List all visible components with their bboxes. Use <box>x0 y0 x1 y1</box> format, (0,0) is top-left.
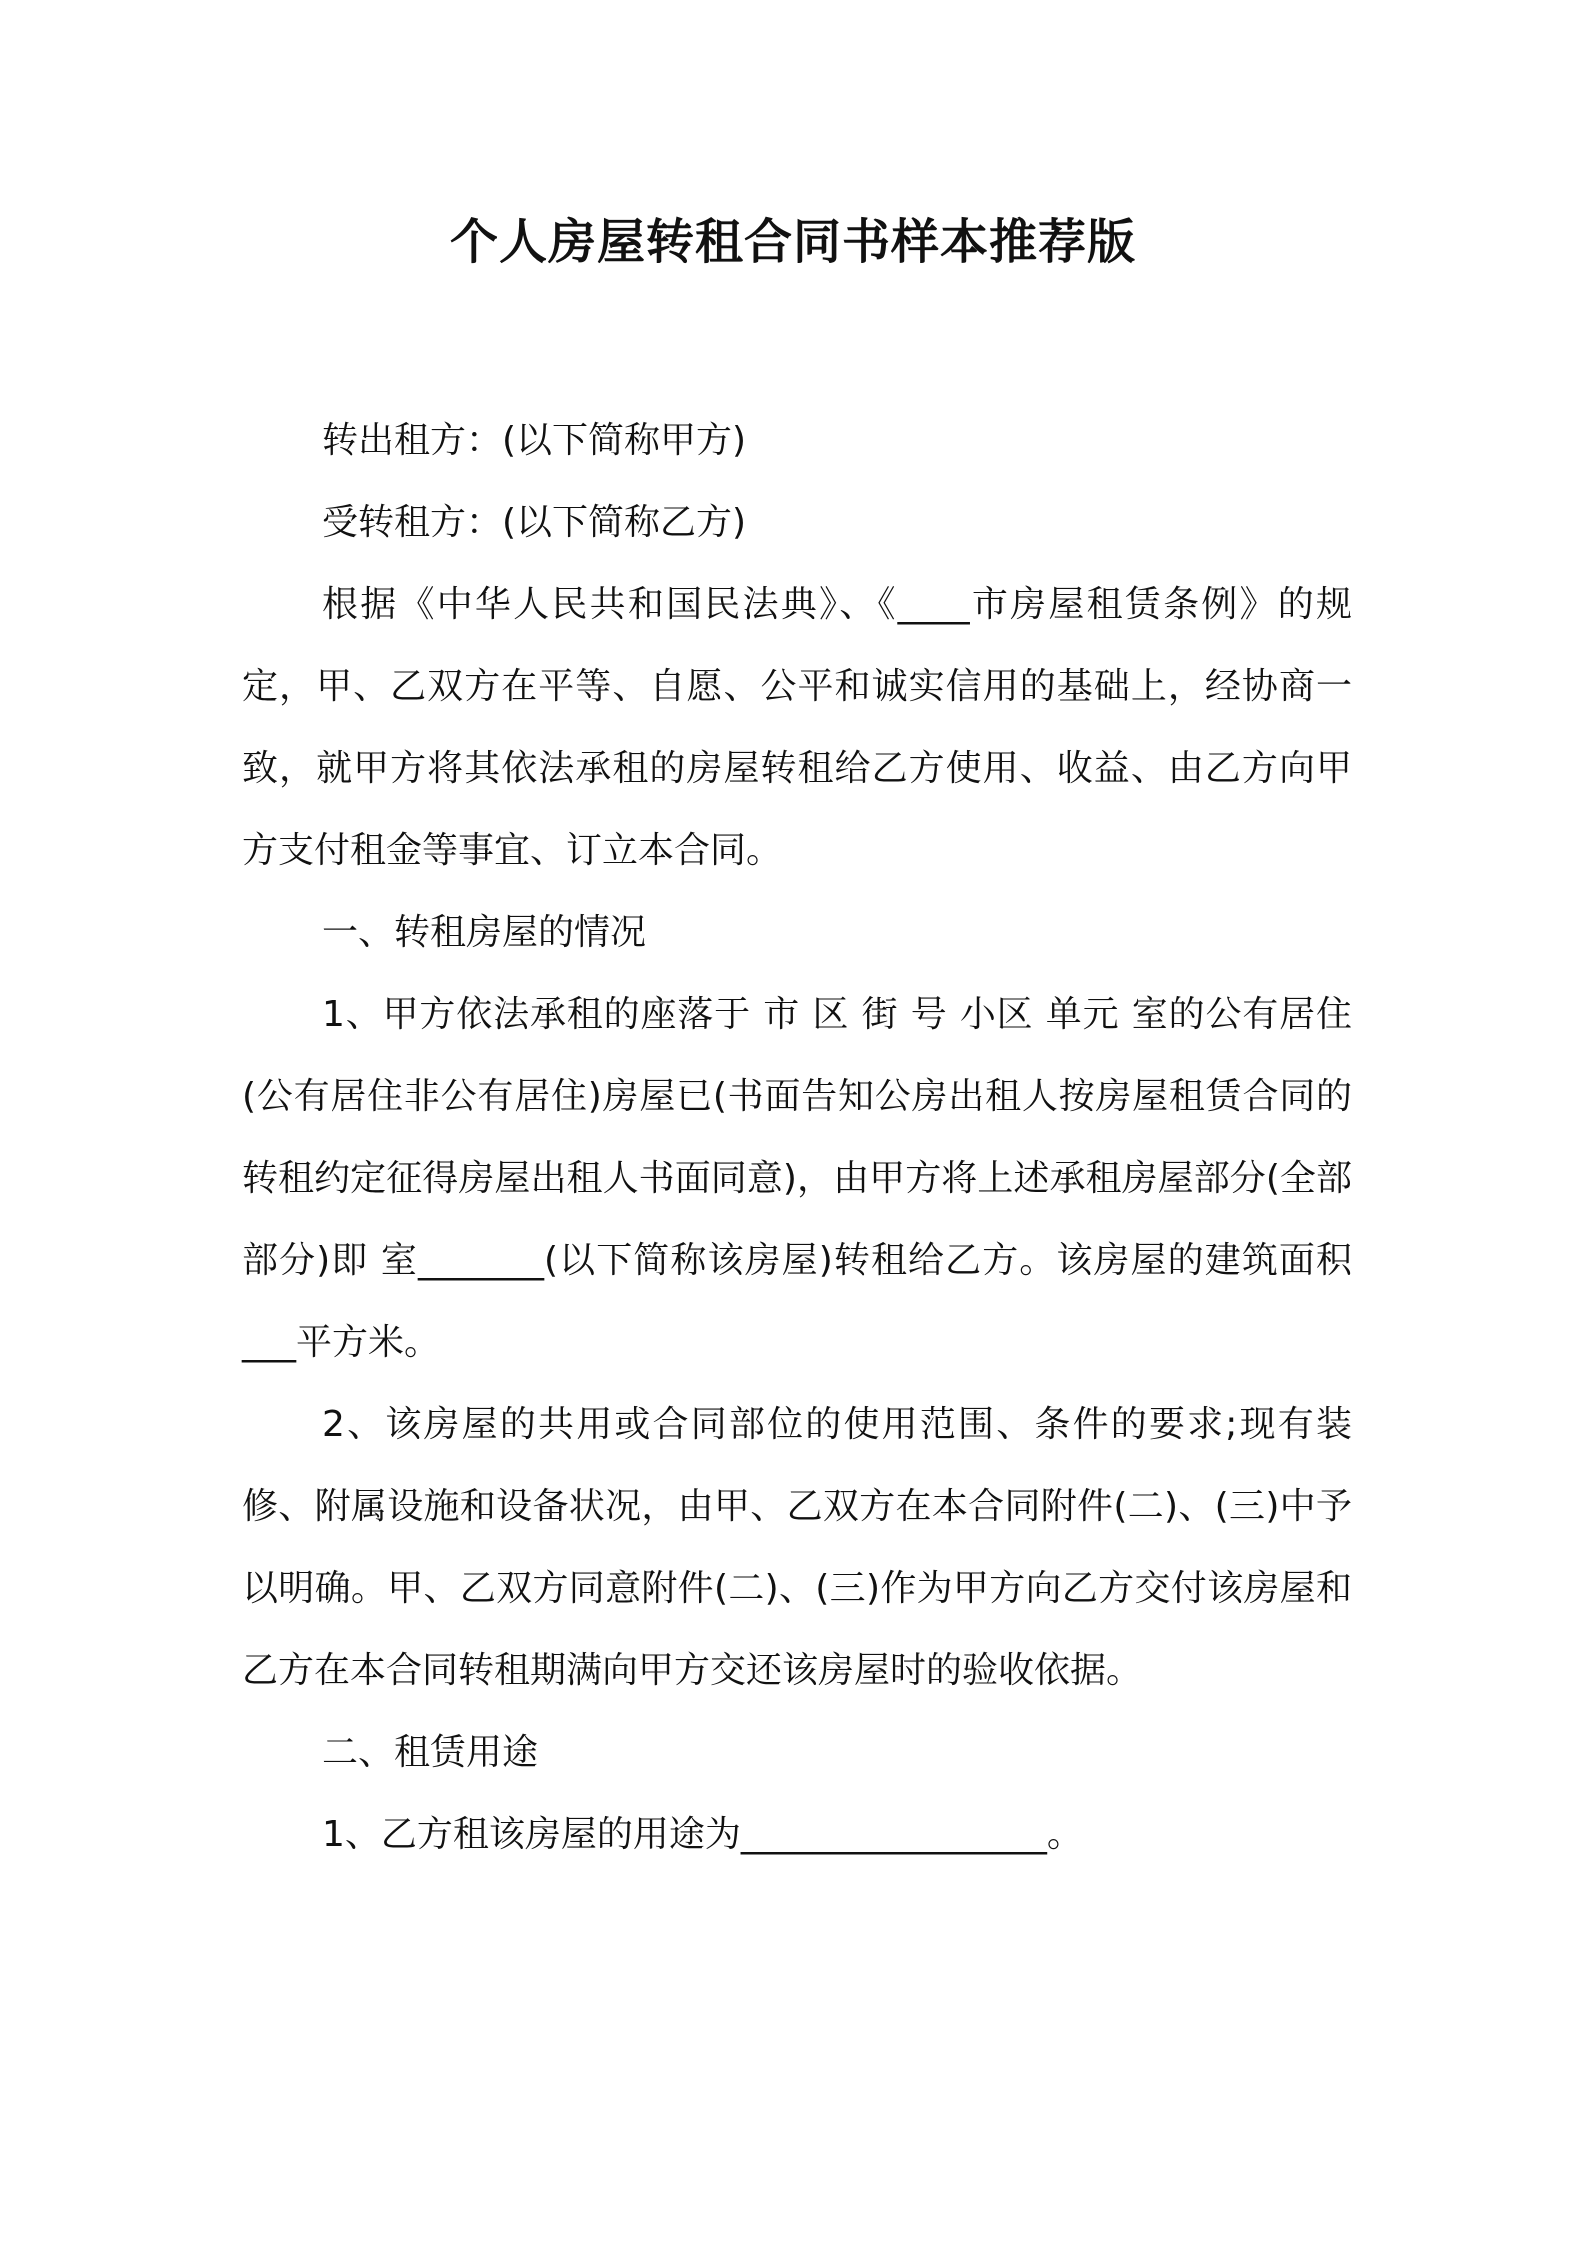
clause-2-1: 1、乙方租该房屋的用途为_________________。 <box>322 1814 1083 1855</box>
clause-1-2: 2、该房屋的共用或合同部位的使用范围、条件的要求;现有装修、附属设施和设备状况，由甲、乙双方在本合同附件(二)、(三)中予以明确。甲、乙双方同意附件(二)、(三)作为甲方向乙方交付该房屋和乙方在本合同转租期满向甲方交还该房屋时的验收依据。 <box>242 1404 1352 1691</box>
document-title: 个人房屋转租合同书样本推荐版 <box>449 214 1136 270</box>
party-b-line: 受转租方：(以下简称乙方) <box>322 502 747 543</box>
section-heading-2: 二、租赁用途 <box>322 1732 539 1773</box>
preamble-paragraph: 根据《中华人民共和国民法典》、《____市房屋租赁条例》的规定，甲、乙双方在平等、自愿、公平和诚实信用的基础上，经协商一致，就甲方将其依法承租的房屋转租给乙方使用、收益、由乙方向甲方支付租金等事宜、订立本合同。 <box>242 584 1352 871</box>
clause-1-1: 1、甲方依法承租的座落于 市 区 街 号 小区 单元 室的公有居住(公有居住非公有居住)房屋已(书面告知公房出租人按房屋租赁合同的转租约定征得房屋出租人书面同意)，由甲方将上述承租房屋部分(全部部分)即 室_______(以下简称该房屋)转租给乙方。该房屋的建筑面积___平方米。 <box>242 994 1352 1363</box>
document-body <box>242 400 1352 1876</box>
section-heading-1: 一、转租房屋的情况 <box>322 912 647 953</box>
party-a-line: 转出租方：(以下简称甲方) <box>322 420 747 461</box>
